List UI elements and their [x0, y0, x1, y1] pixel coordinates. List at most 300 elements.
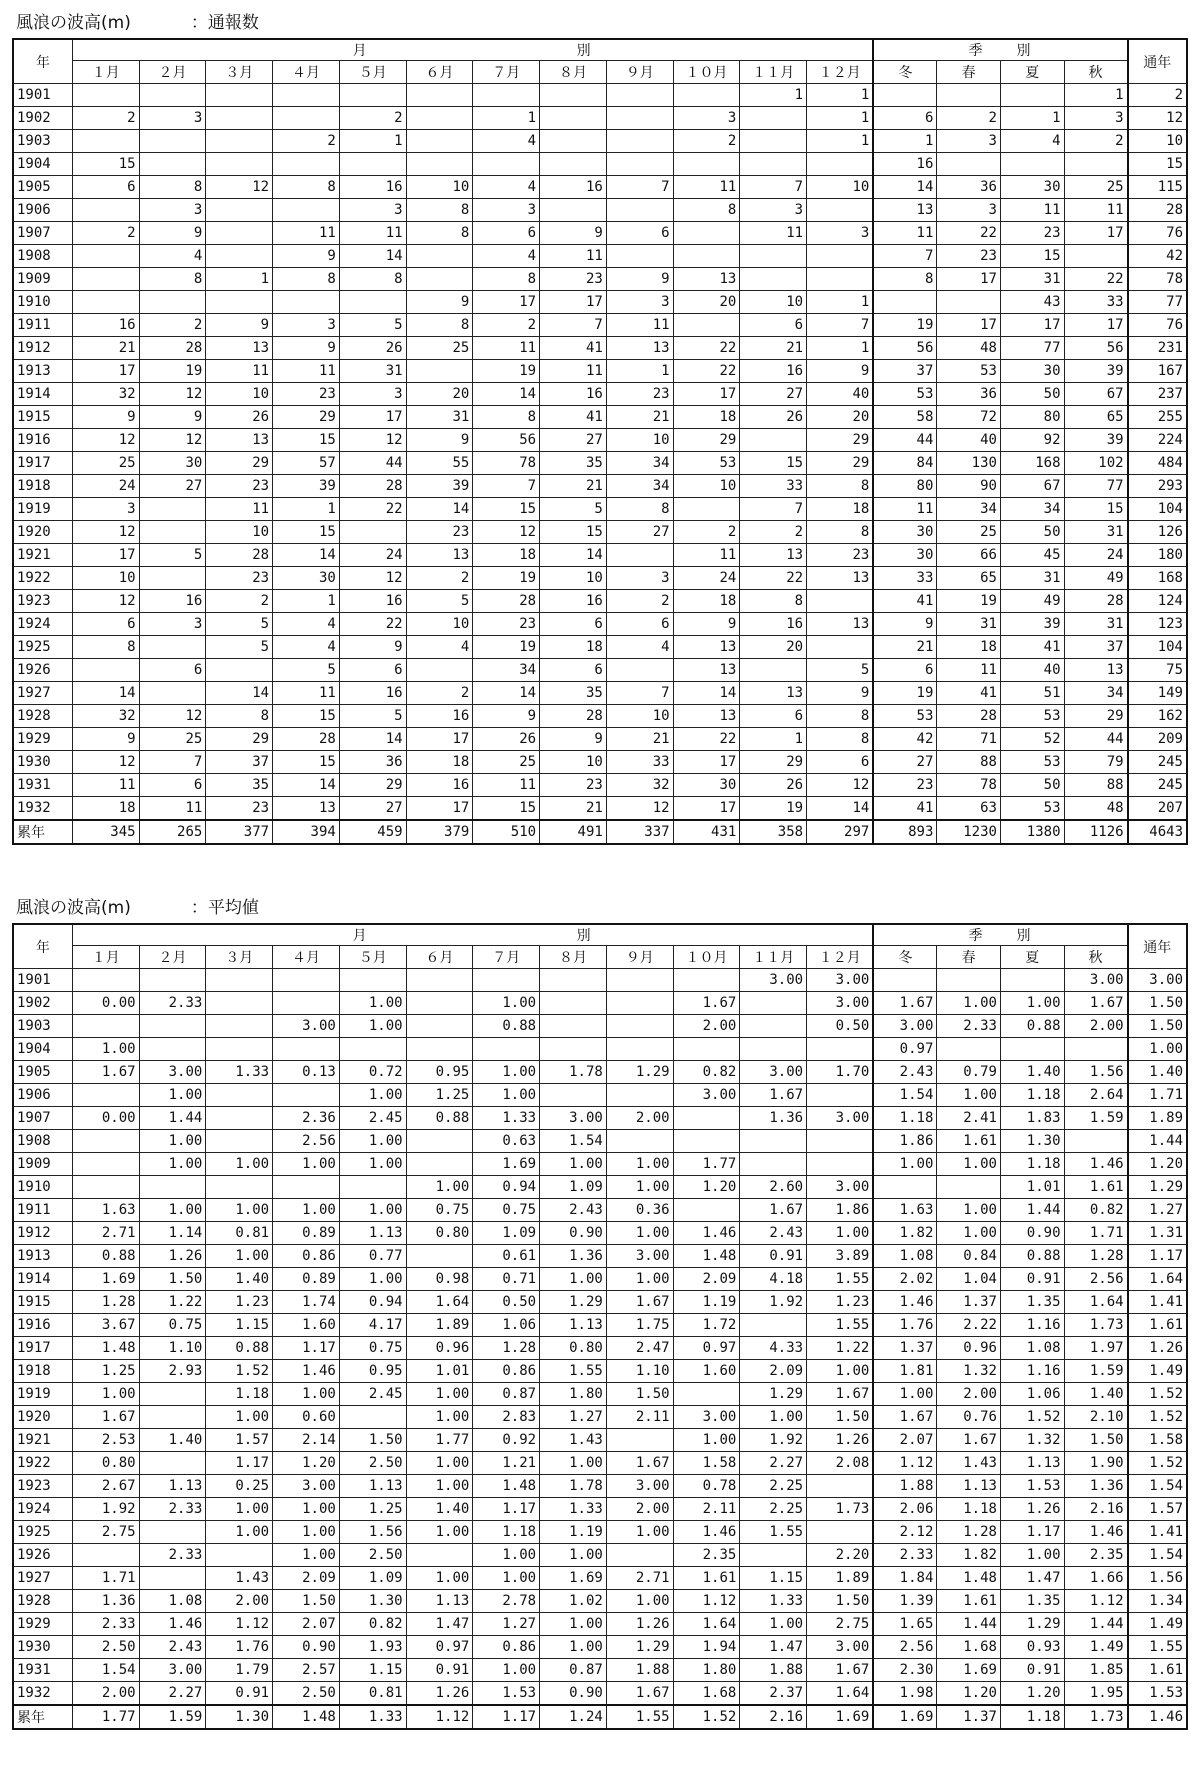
season-value-cell: 30: [1000, 360, 1064, 383]
month-value-cell: 2.83: [473, 1406, 540, 1429]
month-value-cell: 1: [273, 590, 340, 613]
season-value-cell: 1.13: [937, 1475, 1001, 1498]
month-value-cell: [273, 1176, 340, 1199]
month-value-cell: 1.43: [540, 1429, 607, 1452]
season-value-cell: 67: [1064, 383, 1128, 406]
month-value-cell: 2: [473, 314, 540, 337]
month-value-cell: 17: [72, 360, 139, 383]
season-value-cell: 1.12: [1064, 1590, 1128, 1613]
season-value-cell: 130: [937, 452, 1001, 475]
month-header: ８月: [540, 946, 607, 969]
month-value-cell: 8: [406, 314, 473, 337]
year-cell: 1918: [13, 1360, 72, 1383]
annual-value-cell: 245: [1128, 774, 1187, 797]
season-value-cell: 1.81: [873, 1360, 937, 1383]
season-value-cell: 2.16: [1064, 1498, 1128, 1521]
month-value-cell: 1.50: [139, 1268, 206, 1291]
month-value-cell: [606, 84, 673, 107]
month-value-cell: 1.77: [673, 1153, 740, 1176]
month-value-cell: 13: [673, 636, 740, 659]
year-cell: 1925: [13, 636, 72, 659]
season-value-cell: 15: [1000, 245, 1064, 268]
month-value-cell: [673, 498, 740, 521]
season-header: 冬: [873, 61, 937, 84]
month-value-cell: [606, 1015, 673, 1038]
month-value-cell: 5: [339, 314, 406, 337]
month-value-cell: 1.27: [473, 1613, 540, 1636]
month-value-cell: 9: [540, 728, 607, 751]
table-row: [13, 268, 1187, 291]
annual-value-cell: 1.34: [1128, 1590, 1187, 1613]
month-value-cell: 1.48: [72, 1337, 139, 1360]
season-value-cell: 2.33: [873, 1544, 937, 1567]
month-value-cell: 1.00: [206, 1153, 273, 1176]
table-row: [13, 751, 1187, 774]
month-value-cell: 3.00: [740, 969, 807, 992]
year-cell: 1919: [13, 498, 72, 521]
month-value-cell: 0.88: [473, 1015, 540, 1038]
season-value-cell: 1.36: [1064, 1475, 1128, 1498]
month-value-cell: 0.75: [406, 1199, 473, 1222]
season-value-cell: 1.06: [1000, 1383, 1064, 1406]
month-value-cell: 12: [339, 429, 406, 452]
month-value-cell: [673, 222, 740, 245]
table-row: [13, 314, 1187, 337]
month-value-cell: 11: [273, 222, 340, 245]
month-value-cell: 24: [339, 544, 406, 567]
season-value-cell: 25: [1064, 176, 1128, 199]
month-value-cell: 1.52: [206, 1360, 273, 1383]
month-value-cell: 12: [72, 429, 139, 452]
month-value-cell: 34: [606, 452, 673, 475]
month-value-cell: 2: [139, 314, 206, 337]
month-value-cell: 29: [740, 751, 807, 774]
month-value-cell: [206, 130, 273, 153]
month-value-cell: 19: [473, 636, 540, 659]
year-cell: 1923: [13, 1475, 72, 1498]
season-value-cell: 1.00: [873, 1383, 937, 1406]
month-value-cell: 2.00: [206, 1590, 273, 1613]
month-value-cell: [72, 1130, 139, 1153]
season-value-cell: 6: [873, 659, 937, 682]
month-value-cell: [339, 1176, 406, 1199]
annual-value-cell: 1.56: [1128, 1567, 1187, 1590]
season-value-cell: 80: [873, 475, 937, 498]
month-value-cell: 1.00: [406, 1406, 473, 1429]
month-value-cell: 1: [473, 107, 540, 130]
table-body: [13, 84, 1187, 845]
year-cell: 1914: [13, 383, 72, 406]
month-value-cell: 0.97: [406, 1636, 473, 1659]
year-cell: 1920: [13, 521, 72, 544]
table-row: [13, 130, 1187, 153]
month-value-cell: 1.50: [807, 1590, 874, 1613]
month-value-cell: [606, 1544, 673, 1567]
month-value-cell: 8: [807, 521, 874, 544]
season-value-cell: 56: [1064, 337, 1128, 360]
month-value-cell: 2.45: [339, 1383, 406, 1406]
month-value-cell: 1.28: [72, 1291, 139, 1314]
month-header: １２月: [807, 61, 874, 84]
month-value-cell: 9: [139, 222, 206, 245]
month-value-cell: 5: [206, 613, 273, 636]
season-header: 夏: [1000, 946, 1064, 969]
year-cell: 1922: [13, 1452, 72, 1475]
month-value-cell: 13: [406, 544, 473, 567]
year-cell: 1930: [13, 1636, 72, 1659]
month-value-cell: [540, 84, 607, 107]
month-value-cell: 4: [273, 613, 340, 636]
month-value-cell: 2: [273, 130, 340, 153]
season-value-cell: 1.44: [1000, 1199, 1064, 1222]
month-value-cell: [807, 636, 874, 659]
month-value-cell: [673, 1130, 740, 1153]
month-value-cell: 3: [473, 199, 540, 222]
season-value-cell: 1.18: [873, 1107, 937, 1130]
month-value-cell: 5: [273, 659, 340, 682]
month-value-cell: 1.00: [206, 1406, 273, 1429]
month-value-cell: 1.00: [473, 1061, 540, 1084]
season-value-cell: 1.18: [1000, 1153, 1064, 1176]
month-value-cell: 2.36: [273, 1107, 340, 1130]
month-value-cell: 1.23: [807, 1291, 874, 1314]
season-value-cell: 1.08: [873, 1245, 937, 1268]
month-value-cell: 11: [273, 360, 340, 383]
month-value-cell: 1.26: [606, 1613, 673, 1636]
month-value-cell: 18: [540, 636, 607, 659]
month-value-cell: 0.91: [406, 1659, 473, 1682]
month-value-cell: 2.50: [273, 1682, 340, 1706]
year-cell: 1932: [13, 797, 72, 821]
season-value-cell: 8: [873, 268, 937, 291]
month-value-cell: 10: [72, 567, 139, 590]
annual-value-cell: 115: [1128, 176, 1187, 199]
month-value-cell: 4: [139, 245, 206, 268]
season-value-cell: 53: [1000, 751, 1064, 774]
month-value-cell: [206, 1084, 273, 1107]
month-value-cell: 1.59: [139, 1705, 206, 1729]
month-value-cell: [206, 84, 273, 107]
month-value-cell: 1.47: [406, 1613, 473, 1636]
month-value-cell: 16: [72, 314, 139, 337]
table-title: 風浪の波高(m): [16, 13, 131, 33]
season-value-cell: 1.50: [1064, 1429, 1128, 1452]
month-value-cell: [540, 992, 607, 1015]
month-value-cell: 0.87: [473, 1383, 540, 1406]
month-value-cell: 1.06: [473, 1314, 540, 1337]
month-value-cell: 26: [740, 406, 807, 429]
table-row: [13, 360, 1187, 383]
season-value-cell: 56: [873, 337, 937, 360]
year-cell: 1928: [13, 1590, 72, 1613]
season-value-cell: [1064, 153, 1128, 176]
table-subtitle: ：平均値: [190, 898, 259, 918]
season-value-cell: 13: [1064, 659, 1128, 682]
month-value-cell: 22: [740, 567, 807, 590]
annual-value-cell: 3.00: [1128, 969, 1187, 992]
season-value-cell: 1.32: [1000, 1429, 1064, 1452]
month-value-cell: 1.10: [139, 1337, 206, 1360]
season-value-cell: 37: [873, 360, 937, 383]
month-value-cell: 1.15: [740, 1567, 807, 1590]
month-value-cell: 4: [473, 245, 540, 268]
month-value-cell: [139, 1452, 206, 1475]
table-row: [13, 1107, 1187, 1130]
season-value-cell: 2.43: [873, 1061, 937, 1084]
month-value-cell: 2.33: [139, 992, 206, 1015]
month-value-cell: 13: [740, 682, 807, 705]
month-value-cell: 1.26: [406, 1682, 473, 1706]
month-value-cell: 1.69: [473, 1153, 540, 1176]
season-group-header: 季 別: [873, 39, 1127, 61]
season-value-cell: [873, 1176, 937, 1199]
annual-value-cell: 76: [1128, 314, 1187, 337]
table-row: [13, 1659, 1187, 1682]
month-value-cell: 32: [72, 705, 139, 728]
month-header: １２月: [807, 946, 874, 969]
month-value-cell: 27: [540, 429, 607, 452]
annual-value-cell: 1.17: [1128, 1245, 1187, 1268]
annual-value-cell: 42: [1128, 245, 1187, 268]
month-value-cell: 19: [139, 360, 206, 383]
season-value-cell: 893: [873, 820, 937, 844]
season-value-cell: 19: [873, 314, 937, 337]
month-value-cell: [807, 1475, 874, 1498]
season-value-cell: 17: [1000, 314, 1064, 337]
month-value-cell: 14: [273, 544, 340, 567]
month-value-cell: 19: [740, 797, 807, 821]
month-value-cell: 15: [273, 705, 340, 728]
month-value-cell: 1.63: [72, 1199, 139, 1222]
season-value-cell: 1.08: [1000, 1337, 1064, 1360]
month-value-cell: 17: [540, 291, 607, 314]
month-value-cell: 7: [807, 314, 874, 337]
month-value-cell: 2.56: [273, 1130, 340, 1153]
month-value-cell: 1.64: [406, 1291, 473, 1314]
month-value-cell: 25: [473, 751, 540, 774]
month-value-cell: 2.37: [740, 1682, 807, 1706]
table-row: [13, 107, 1187, 130]
month-value-cell: 12: [139, 429, 206, 452]
season-header: 春: [937, 61, 1001, 84]
season-value-cell: [873, 291, 937, 314]
month-value-cell: 1.12: [406, 1705, 473, 1729]
table-row: [13, 1613, 1187, 1636]
month-value-cell: 12: [72, 590, 139, 613]
season-value-cell: 65: [937, 567, 1001, 590]
month-value-cell: 13: [206, 429, 273, 452]
month-value-cell: 9: [807, 360, 874, 383]
table-row: [13, 1636, 1187, 1659]
season-value-cell: 1.66: [1064, 1567, 1128, 1590]
month-value-cell: [406, 969, 473, 992]
month-value-cell: 0.72: [339, 1061, 406, 1084]
table-row: [13, 1337, 1187, 1360]
month-header: ２月: [139, 61, 206, 84]
season-value-cell: 17: [937, 314, 1001, 337]
season-value-cell: 42: [873, 728, 937, 751]
season-value-cell: 1230: [937, 820, 1001, 844]
table-header: [13, 924, 1187, 969]
table-row: [13, 1130, 1187, 1153]
month-value-cell: 1: [807, 130, 874, 153]
season-value-cell: 58: [873, 406, 937, 429]
month-value-cell: 18: [807, 498, 874, 521]
season-value-cell: 41: [1000, 636, 1064, 659]
month-value-cell: 2.09: [740, 1360, 807, 1383]
total-label: 累年: [13, 1705, 72, 1729]
season-value-cell: 49: [1064, 567, 1128, 590]
month-value-cell: [673, 969, 740, 992]
month-value-cell: 16: [339, 682, 406, 705]
month-value-cell: 2: [740, 521, 807, 544]
month-value-cell: [72, 199, 139, 222]
season-value-cell: 34: [1064, 682, 1128, 705]
table-row: [13, 84, 1187, 107]
season-value-cell: 1.32: [937, 1360, 1001, 1383]
season-value-cell: 17: [1064, 314, 1128, 337]
table-row: [13, 429, 1187, 452]
month-value-cell: 30: [139, 452, 206, 475]
month-value-cell: [273, 84, 340, 107]
month-value-cell: 10: [673, 475, 740, 498]
month-value-cell: 1.18: [473, 1521, 540, 1544]
season-value-cell: [873, 969, 937, 992]
month-value-cell: 1.00: [72, 1383, 139, 1406]
table-row: [13, 613, 1187, 636]
average-caption: [12, 893, 1188, 923]
month-value-cell: 8: [606, 498, 673, 521]
month-value-cell: 3: [673, 107, 740, 130]
month-value-cell: 10: [206, 521, 273, 544]
season-value-cell: 1.16: [1000, 1314, 1064, 1337]
year-cell: 1930: [13, 751, 72, 774]
month-value-cell: 22: [673, 728, 740, 751]
month-value-cell: [72, 1153, 139, 1176]
month-value-cell: [72, 1544, 139, 1567]
month-value-cell: 1.12: [673, 1590, 740, 1613]
month-value-cell: 1.08: [139, 1590, 206, 1613]
month-value-cell: 20: [406, 383, 473, 406]
season-value-cell: 1.64: [1064, 1291, 1128, 1314]
month-value-cell: 1.00: [740, 1613, 807, 1636]
month-value-cell: 3: [139, 199, 206, 222]
month-value-cell: 8: [473, 268, 540, 291]
month-header: １１月: [740, 946, 807, 969]
month-value-cell: 1.50: [273, 1590, 340, 1613]
month-value-cell: 6: [139, 659, 206, 682]
month-value-cell: 1.64: [673, 1613, 740, 1636]
month-value-cell: 15: [540, 521, 607, 544]
month-value-cell: 11: [473, 774, 540, 797]
month-value-cell: 4.18: [740, 1268, 807, 1291]
annual-value-cell: 77: [1128, 291, 1187, 314]
month-value-cell: 1.67: [673, 992, 740, 1015]
month-value-cell: 9: [273, 245, 340, 268]
season-value-cell: 1.00: [1000, 992, 1064, 1015]
month-value-cell: 1.09: [473, 1222, 540, 1245]
month-value-cell: 0.50: [807, 1015, 874, 1038]
month-value-cell: 11: [206, 360, 273, 383]
month-value-cell: 0.94: [473, 1176, 540, 1199]
year-cell: 1909: [13, 268, 72, 291]
annual-value-cell: 104: [1128, 498, 1187, 521]
table-row: [13, 636, 1187, 659]
year-cell: 1910: [13, 291, 72, 314]
season-value-cell: 1.28: [937, 1521, 1001, 1544]
annual-value-cell: 207: [1128, 797, 1187, 821]
month-value-cell: 1.00: [273, 1498, 340, 1521]
month-value-cell: 2.00: [673, 1015, 740, 1038]
table-row: [13, 291, 1187, 314]
year-cell: 1912: [13, 337, 72, 360]
month-value-cell: 21: [72, 337, 139, 360]
season-value-cell: 1.00: [873, 1153, 937, 1176]
annual-value-cell: 1.41: [1128, 1521, 1187, 1544]
month-value-cell: 3.00: [740, 1061, 807, 1084]
month-value-cell: 358: [740, 820, 807, 844]
month-value-cell: 19: [473, 567, 540, 590]
month-value-cell: 18: [673, 406, 740, 429]
season-value-cell: 1.46: [1064, 1153, 1128, 1176]
month-value-cell: [473, 1038, 540, 1061]
month-value-cell: 1: [807, 291, 874, 314]
month-value-cell: 297: [807, 820, 874, 844]
month-value-cell: 23: [206, 567, 273, 590]
month-value-cell: 1.33: [206, 1061, 273, 1084]
month-value-cell: 11: [72, 774, 139, 797]
month-value-cell: [606, 544, 673, 567]
month-value-cell: 1.60: [673, 1360, 740, 1383]
month-value-cell: 8: [740, 590, 807, 613]
month-value-cell: 10: [406, 176, 473, 199]
month-value-cell: 1.67: [606, 1291, 673, 1314]
month-value-cell: [740, 992, 807, 1015]
month-value-cell: 2.71: [606, 1567, 673, 1590]
month-header: １月: [72, 946, 139, 969]
month-value-cell: 1.33: [740, 1590, 807, 1613]
month-value-cell: 1.13: [339, 1475, 406, 1498]
month-value-cell: 53: [673, 452, 740, 475]
season-value-cell: 22: [1064, 268, 1128, 291]
table-body: [13, 969, 1187, 1730]
season-value-cell: 53: [1000, 797, 1064, 821]
month-value-cell: 17: [406, 797, 473, 821]
month-value-cell: 20: [807, 406, 874, 429]
month-value-cell: 1.40: [406, 1498, 473, 1521]
season-value-cell: 52: [1000, 728, 1064, 751]
season-value-cell: 67: [1000, 475, 1064, 498]
month-value-cell: 23: [406, 521, 473, 544]
total-row: [13, 1705, 1187, 1729]
month-value-cell: 2.60: [740, 1176, 807, 1199]
month-header: ７月: [473, 61, 540, 84]
season-value-cell: 1: [1064, 84, 1128, 107]
table-row: [13, 199, 1187, 222]
annual-header: 通年: [1128, 924, 1187, 969]
season-value-cell: 1.53: [1000, 1475, 1064, 1498]
month-value-cell: [606, 245, 673, 268]
month-value-cell: 3: [606, 291, 673, 314]
month-value-cell: 24: [673, 567, 740, 590]
annual-value-cell: 1.61: [1128, 1314, 1187, 1337]
year-cell: 1915: [13, 1291, 72, 1314]
season-value-cell: 1.82: [937, 1544, 1001, 1567]
month-value-cell: 3.00: [807, 1107, 874, 1130]
month-value-cell: [606, 659, 673, 682]
month-value-cell: [206, 107, 273, 130]
month-value-cell: 0.80: [406, 1222, 473, 1245]
